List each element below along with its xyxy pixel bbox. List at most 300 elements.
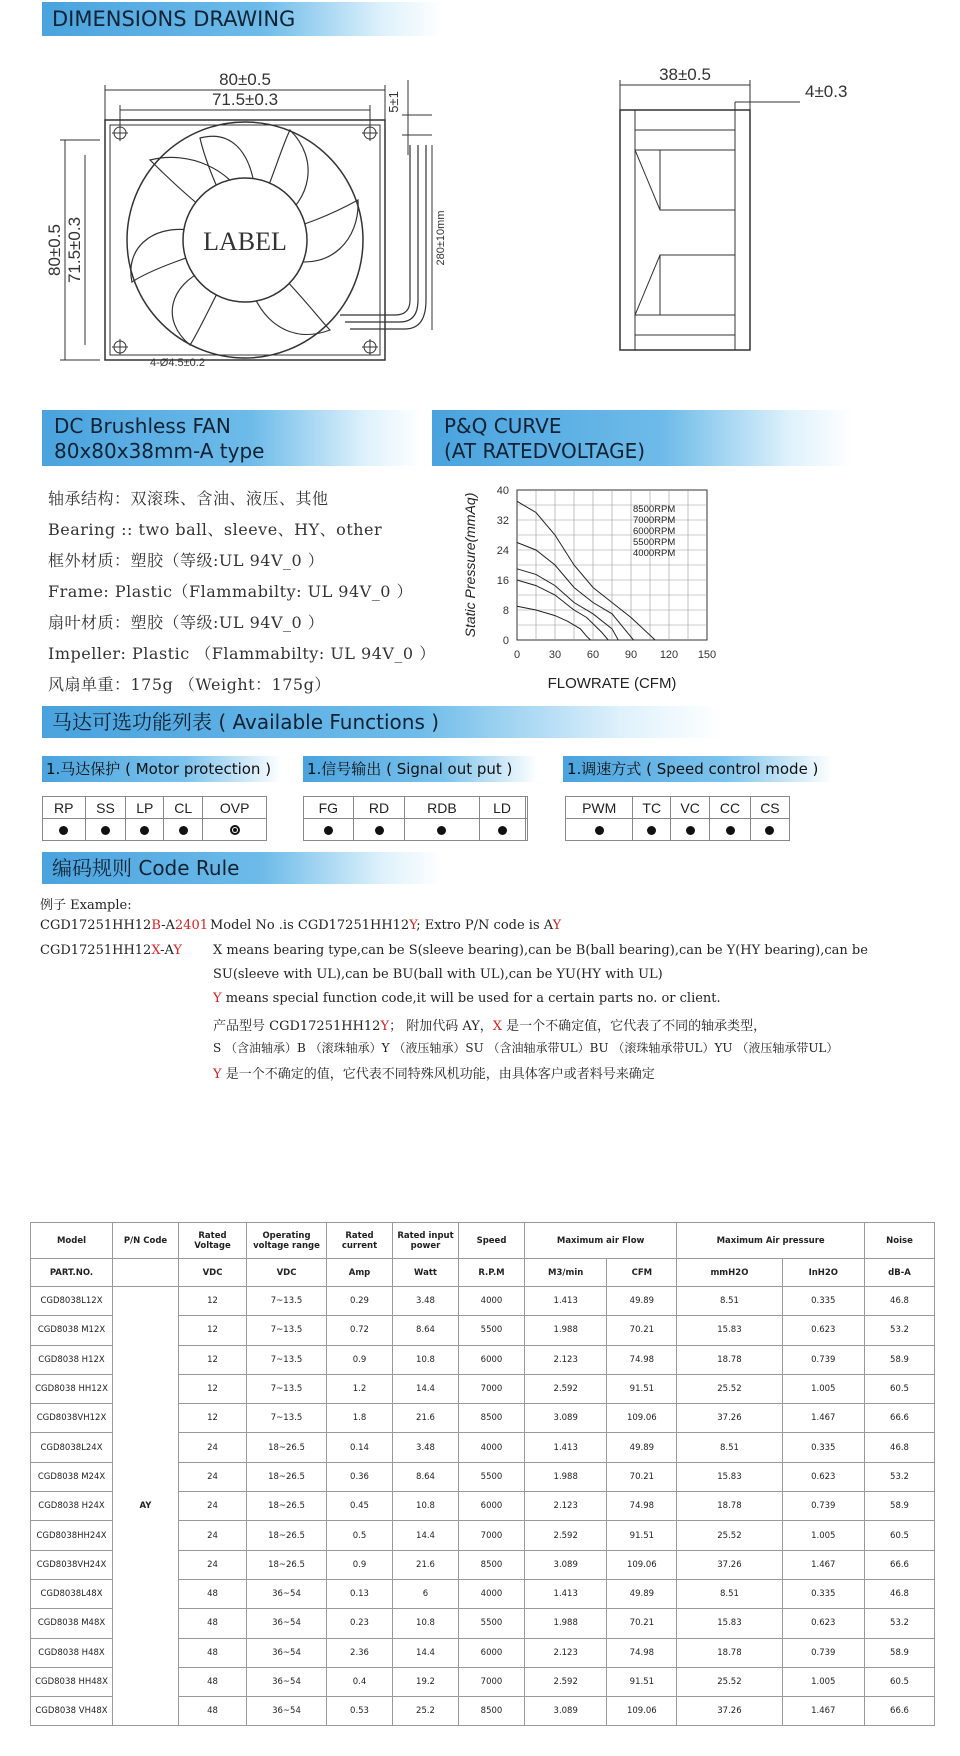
front-view-drawing — [40, 60, 500, 420]
function-code: LP — [126, 797, 164, 819]
cn-line3-b: 是一个不确定的值，它代表不同特殊风机功能，由具体客户或者料号来确定 — [221, 1067, 655, 1082]
table-cell: CGD8038L48X — [31, 1579, 113, 1608]
example-code-c: -A — [161, 918, 175, 933]
filled-dot-icon — [59, 826, 68, 835]
table-cell: 0.29 — [327, 1287, 393, 1316]
table-cell: 0.739 — [782, 1345, 864, 1374]
x-axis-label: FLOWRATE (CFM) — [547, 675, 677, 692]
table-cell: 1.2 — [327, 1374, 393, 1403]
table-cell: CGD8038 H12X — [31, 1345, 113, 1374]
x-tick-label: 150 — [697, 649, 717, 661]
functions-banner — [42, 706, 722, 738]
dim-wire-length: 280±10mm — [435, 210, 447, 266]
table-cell: CGD8038 H48X — [31, 1638, 113, 1667]
unit-cell: VDC — [179, 1259, 247, 1287]
table-cell: CGD8038 HH12X — [31, 1374, 113, 1403]
table-cell: 24 — [179, 1521, 247, 1550]
table-cell: CGD8038VH12X — [31, 1404, 113, 1433]
series-line-4000rpm — [517, 606, 591, 640]
table-cell: 2.592 — [525, 1667, 607, 1696]
table-cell: 109.06 — [607, 1697, 677, 1726]
table-cell: 0.13 — [327, 1579, 393, 1608]
table-cell: 14.4 — [393, 1521, 459, 1550]
table-cell: 24 — [179, 1433, 247, 1462]
unit-cell: Amp — [327, 1259, 393, 1287]
model-text-b: Y — [409, 918, 417, 933]
table-cell: CGD8038L24X — [31, 1433, 113, 1462]
table-cell: 2.592 — [525, 1374, 607, 1403]
y-axis-label: Static Pressure(mmAq) — [462, 492, 478, 638]
table-cell: 91.51 — [607, 1374, 677, 1403]
header-operating-voltage: Operating voltage range — [247, 1223, 327, 1259]
table-cell: 6000 — [459, 1345, 525, 1374]
table-cell: 0.23 — [327, 1609, 393, 1638]
table-cell: 18.78 — [677, 1345, 782, 1374]
header-speed: Speed — [459, 1223, 525, 1259]
table-cell: 74.98 — [607, 1638, 677, 1667]
dim-wire-offset: 5±1 — [386, 91, 401, 113]
table-cell: 12 — [179, 1374, 247, 1403]
y-meaning — [213, 991, 721, 1006]
table-cell: 25.52 — [677, 1374, 782, 1403]
table-cell: 53.2 — [865, 1609, 935, 1638]
table-cell: 91.51 — [607, 1667, 677, 1696]
table-cell: 37.26 — [677, 1550, 782, 1579]
table-cell: 7000 — [459, 1374, 525, 1403]
unit-cell: InH2O — [782, 1259, 864, 1287]
x-meaning-line2: SU(sleeve with UL),can be BU(ball with UL),can be YU(HY with UL) — [213, 967, 663, 982]
signal-output-table — [303, 796, 528, 841]
header-model: Model — [31, 1223, 113, 1259]
table-cell: 3.48 — [393, 1287, 459, 1316]
cn-line1-b: Y — [380, 1019, 390, 1034]
header-pn-code: P/N Code — [113, 1223, 179, 1259]
function-code: RDB — [405, 797, 479, 819]
filled-dot-icon — [595, 826, 604, 835]
table-cell: 1.988 — [525, 1462, 607, 1491]
table-unit-row — [31, 1259, 935, 1287]
table-cell: CGD8038 M12X — [31, 1316, 113, 1345]
table-cell: 19.2 — [393, 1667, 459, 1696]
table-cell: 15.83 — [677, 1316, 782, 1345]
function-code: RP — [43, 797, 86, 819]
spec-line: Impeller: Plastic （Flammabilty: UL 94V_0 ） — [48, 644, 436, 663]
table-cell: 24 — [179, 1550, 247, 1579]
y-meaning-text: means special function code,it will be used for a certain parts no. or client. — [221, 991, 721, 1006]
y-tick-label: 0 — [502, 635, 509, 647]
example-code-b: B — [151, 918, 162, 933]
table-cell: 0.4 — [327, 1667, 393, 1696]
y-tick-label: 24 — [496, 545, 509, 557]
table-cell: 18~26.5 — [247, 1492, 327, 1521]
spec-line: 框外材质：塑胶（等级:UL 94V_0 ） — [48, 551, 325, 570]
function-code: CC — [710, 797, 751, 819]
table-cell: 0.9 — [327, 1550, 393, 1579]
cn-line1-e: 是一个不确定值，它代表了不同的轴承类型， — [502, 1019, 767, 1034]
x-meaning-line1: X means bearing type,can be S(sleeve bearing),can be B(ball bearing),can be Y(HY bearing),can be — [213, 943, 868, 958]
table-cell: 91.51 — [607, 1521, 677, 1550]
table-cell: 12 — [179, 1287, 247, 1316]
dim-height-outer: 80±0.5 — [45, 224, 64, 276]
table-cell: 46.8 — [865, 1433, 935, 1462]
function-code: LD — [479, 797, 525, 819]
table-cell: 18.78 — [677, 1638, 782, 1667]
filled-dot-icon — [726, 826, 735, 835]
table-cell: 37.26 — [677, 1404, 782, 1433]
table-cell: 4000 — [459, 1579, 525, 1608]
legend-label: 4000RPM — [633, 548, 676, 559]
table-cell: 7~13.5 — [247, 1345, 327, 1374]
table-cell: 25.2 — [393, 1697, 459, 1726]
pq-banner — [432, 410, 852, 466]
table-cell: 2.123 — [525, 1638, 607, 1667]
code-rule-title: 编码规则 Code Rule — [52, 856, 240, 880]
table-cell: 18~26.5 — [247, 1433, 327, 1462]
legend-label: 5500RPM — [633, 537, 676, 548]
table-cell: 8.64 — [393, 1462, 459, 1491]
model-text-d: Y — [552, 918, 562, 933]
table-cell: 24 — [179, 1492, 247, 1521]
table-cell: 66.6 — [865, 1550, 935, 1579]
specification-table — [30, 1222, 935, 1726]
speed-control-head — [563, 756, 833, 782]
pattern-d: Y — [173, 943, 182, 958]
cn-line-1 — [213, 1015, 766, 1034]
table-cell: 37.26 — [677, 1697, 782, 1726]
motor-protection-head — [42, 756, 282, 782]
table-cell: 36~54 — [247, 1638, 327, 1667]
table-cell: 109.06 — [607, 1404, 677, 1433]
x-tick-label: 0 — [513, 649, 521, 661]
table-cell: 8500 — [459, 1697, 525, 1726]
pattern-code — [40, 943, 182, 958]
spec-line: Frame: Plastic（Flammabilty: UL 94V_0 ） — [48, 582, 413, 601]
table-cell: CGD8038HH24X — [31, 1521, 113, 1550]
table-cell: 10.8 — [393, 1345, 459, 1374]
table-cell: CGD8038 M48X — [31, 1609, 113, 1638]
table-cell: 49.89 — [607, 1287, 677, 1316]
table-cell: 48 — [179, 1667, 247, 1696]
table-cell: 36~54 — [247, 1697, 327, 1726]
header-rated-power: Rated input power — [393, 1223, 459, 1259]
spec-line: 轴承结构：双滚珠、含油、液压、其他 — [48, 489, 329, 508]
table-cell: 0.335 — [782, 1433, 864, 1462]
table-cell: 8.64 — [393, 1316, 459, 1345]
function-code: PWM — [566, 797, 633, 819]
table-cell: 66.6 — [865, 1697, 935, 1726]
table-cell: 0.623 — [782, 1609, 864, 1638]
table-cell: 1.413 — [525, 1433, 607, 1462]
unit-cell: CFM — [607, 1259, 677, 1287]
table-cell: 48 — [179, 1609, 247, 1638]
dimensions-banner — [42, 2, 442, 36]
function-code: CL — [164, 797, 203, 819]
filled-dot-icon — [375, 826, 384, 835]
table-cell: 1.8 — [327, 1404, 393, 1433]
table-cell: 12 — [179, 1345, 247, 1374]
table-cell: 7~13.5 — [247, 1287, 327, 1316]
table-cell: 0.623 — [782, 1462, 864, 1491]
table-cell: 36~54 — [247, 1609, 327, 1638]
side-view-drawing — [600, 60, 860, 400]
header-max-air-pressure: Maximum Air pressure — [677, 1223, 865, 1259]
spec-line: 风扇单重：175g （Weight：175g） — [48, 675, 331, 694]
table-cell: CGD8038VH24X — [31, 1550, 113, 1579]
table-cell: 0.9 — [327, 1345, 393, 1374]
table-cell: 58.9 — [865, 1638, 935, 1667]
function-code: OVP — [203, 797, 267, 819]
fan-type-line1: DC Brushless FAN — [54, 414, 231, 438]
table-cell: 0.739 — [782, 1492, 864, 1521]
example-code — [40, 918, 208, 933]
table-cell: 5500 — [459, 1462, 525, 1491]
table-cell: 8500 — [459, 1550, 525, 1579]
function-code — [525, 797, 527, 819]
table-cell: 58.9 — [865, 1492, 935, 1521]
spec-line: 扇叶材质：塑胶（等级:UL 94V_0 ） — [48, 613, 325, 632]
signal-output-title: 1.信号输出 ( Signal out put ) — [307, 760, 513, 778]
table-cell: 1.467 — [782, 1697, 864, 1726]
table-cell: CGD8038L12X — [31, 1287, 113, 1316]
table-cell: 0.72 — [327, 1316, 393, 1345]
table-cell: CGD8038 HH48X — [31, 1667, 113, 1696]
motor-protection-table — [42, 796, 267, 841]
spec-line: Bearing :: two ball、sleeve、HY、other — [48, 520, 383, 539]
table-row — [31, 1287, 935, 1316]
table-cell: 36~54 — [247, 1579, 327, 1608]
table-cell: 0.623 — [782, 1316, 864, 1345]
y-tick-label: 32 — [496, 515, 509, 527]
table-cell: 48 — [179, 1697, 247, 1726]
table-cell: 2.123 — [525, 1492, 607, 1521]
pattern-a: CGD17251HH12 — [40, 943, 152, 958]
table-cell: 70.21 — [607, 1462, 677, 1491]
unit-cell — [113, 1259, 179, 1287]
table-cell: 60.5 — [865, 1667, 935, 1696]
motor-protection-title: 1.马达保护 ( Motor protection ) — [46, 760, 272, 778]
table-cell: 2.36 — [327, 1638, 393, 1667]
table-cell: CGD8038 H24X — [31, 1492, 113, 1521]
table-cell: 14.4 — [393, 1638, 459, 1667]
x-tick-label: 120 — [659, 649, 679, 661]
function-code: TC — [633, 797, 671, 819]
table-cell: 24 — [179, 1462, 247, 1491]
table-cell: 1.005 — [782, 1374, 864, 1403]
table-cell: 8.51 — [677, 1579, 782, 1608]
table-cell: 70.21 — [607, 1316, 677, 1345]
dimensions-title: DIMENSIONS DRAWING — [52, 7, 296, 31]
legend-label: 7000RPM — [633, 515, 676, 526]
cn-line-3 — [213, 1063, 655, 1082]
example-code-d: 2401 — [174, 918, 208, 933]
table-cell: 66.6 — [865, 1404, 935, 1433]
table-cell: 6 — [393, 1579, 459, 1608]
table-cell: 74.98 — [607, 1492, 677, 1521]
table-cell: 7000 — [459, 1667, 525, 1696]
filled-dot-icon — [686, 826, 695, 835]
table-cell: 0.5 — [327, 1521, 393, 1550]
model-text-c: ; Extro P/N code is A — [416, 918, 553, 933]
cn-line-2: S （含油轴承）B （滚珠轴承）Y （液压轴承）SU （含油轴承带UL）BU （滚珠轴承带UL）YU （液压轴承带UL） — [213, 1041, 839, 1055]
model-text-a: Model No .is CGD17251HH12 — [210, 918, 410, 933]
filled-dot-icon — [101, 826, 110, 835]
filled-dot-icon — [498, 826, 507, 835]
table-cell: 1.988 — [525, 1609, 607, 1638]
table-cell: 7~13.5 — [247, 1404, 327, 1433]
filled-dot-icon — [140, 826, 149, 835]
ring-dot-icon — [230, 825, 240, 835]
legend-label: 6000RPM — [633, 526, 676, 537]
table-cell: 15.83 — [677, 1462, 782, 1491]
table-cell: 18.78 — [677, 1492, 782, 1521]
unit-cell: VDC — [247, 1259, 327, 1287]
header-rated-current: Rated current — [327, 1223, 393, 1259]
table-cell: 49.89 — [607, 1433, 677, 1462]
unit-cell: M3/min — [525, 1259, 607, 1287]
table-cell: 4000 — [459, 1287, 525, 1316]
table-cell: 14.4 — [393, 1374, 459, 1403]
y-tick-label: 8 — [502, 605, 509, 617]
function-code: VC — [671, 797, 710, 819]
cn-line1-d: X — [492, 1019, 503, 1034]
table-cell: 10.8 — [393, 1609, 459, 1638]
x-tick-label: 60 — [586, 649, 600, 661]
filled-dot-icon — [437, 826, 446, 835]
dim-holes: 4-Ø4.5±0.2 — [150, 357, 205, 369]
table-cell: 8.51 — [677, 1287, 782, 1316]
table-cell: 3.089 — [525, 1550, 607, 1579]
example-code-a: CGD17251HH12 — [40, 918, 152, 933]
table-header-row — [31, 1223, 935, 1259]
table-cell: 25.52 — [677, 1521, 782, 1550]
function-code: RD — [353, 797, 405, 819]
speed-control-table — [565, 796, 790, 841]
table-cell: 48 — [179, 1579, 247, 1608]
table-cell: 21.6 — [393, 1404, 459, 1433]
legend-label: 8500RPM — [633, 504, 676, 515]
table-cell: 2.123 — [525, 1345, 607, 1374]
model-text — [210, 918, 561, 933]
unit-cell: PART.NO. — [31, 1259, 113, 1287]
table-cell: 7~13.5 — [247, 1316, 327, 1345]
table-cell: 1.467 — [782, 1404, 864, 1433]
dim-side-depth: 38±0.5 — [659, 65, 711, 84]
pn-code-cell: AY — [113, 1287, 179, 1726]
table-cell: 58.9 — [865, 1345, 935, 1374]
table-cell: 3.089 — [525, 1404, 607, 1433]
cn-line1-c: ； 附加代码 AY， — [389, 1019, 493, 1034]
table-cell: 53.2 — [865, 1316, 935, 1345]
table-cell: 3.48 — [393, 1433, 459, 1462]
fan-type-line2: 80x80x38mm-A type — [54, 439, 265, 463]
pattern-c: -A — [160, 943, 174, 958]
table-cell: 7000 — [459, 1521, 525, 1550]
pq-line2: (AT RATEDVOLTAGE) — [444, 439, 646, 463]
x-tick-label: 90 — [624, 649, 638, 661]
code-rule-banner — [42, 852, 442, 884]
filled-dot-icon — [765, 826, 774, 835]
signal-output-head — [303, 756, 538, 782]
function-code: FG — [304, 797, 354, 819]
table-cell: 46.8 — [865, 1579, 935, 1608]
filled-dot-icon — [179, 826, 188, 835]
table-cell: 60.5 — [865, 1374, 935, 1403]
table-cell: 0.45 — [327, 1492, 393, 1521]
dim-width-outer: 80±0.5 — [219, 70, 271, 89]
table-cell: CGD8038 M24X — [31, 1462, 113, 1491]
table-cell: 2.592 — [525, 1521, 607, 1550]
table-cell: 0.335 — [782, 1579, 864, 1608]
table-cell: 0.53 — [327, 1697, 393, 1726]
header-max-air-flow: Maximum air Flow — [525, 1223, 677, 1259]
table-cell: 1.005 — [782, 1521, 864, 1550]
table-cell: 10.8 — [393, 1492, 459, 1521]
table-cell: 70.21 — [607, 1609, 677, 1638]
pq-line1: P&Q CURVE — [444, 414, 562, 438]
table-cell: 12 — [179, 1404, 247, 1433]
fan-type-banner — [42, 410, 422, 466]
table-cell: 18~26.5 — [247, 1462, 327, 1491]
table-cell: 49.89 — [607, 1579, 677, 1608]
table-cell: 36~54 — [247, 1667, 327, 1696]
table-cell: 8500 — [459, 1404, 525, 1433]
table-cell: 60.5 — [865, 1521, 935, 1550]
filled-dot-icon — [324, 826, 333, 835]
y-tick-label: 16 — [496, 575, 509, 587]
table-cell: 0.335 — [782, 1287, 864, 1316]
table-cell: 0.36 — [327, 1462, 393, 1491]
table-cell: 4000 — [459, 1433, 525, 1462]
unit-cell: mmH2O — [677, 1259, 782, 1287]
table-cell: 15.83 — [677, 1609, 782, 1638]
table-cell: 7~13.5 — [247, 1374, 327, 1403]
table-cell: 5500 — [459, 1316, 525, 1345]
unit-cell: R.P.M — [459, 1259, 525, 1287]
table-cell: 18~26.5 — [247, 1550, 327, 1579]
table-cell: 109.06 — [607, 1550, 677, 1579]
y-tick-label: 40 — [496, 485, 509, 497]
functions-title: 马达可选功能列表 ( Available Functions ) — [52, 710, 440, 734]
example-label: 例子 Example: — [40, 898, 132, 913]
function-code: CS — [750, 797, 789, 819]
table-cell: 0.739 — [782, 1638, 864, 1667]
unit-cell: dB-A — [865, 1259, 935, 1287]
table-cell: 21.6 — [393, 1550, 459, 1579]
table-cell: 6000 — [459, 1638, 525, 1667]
table-cell: 1.413 — [525, 1287, 607, 1316]
cn-line1-a: 产品型号 CGD17251HH12 — [213, 1019, 381, 1034]
speed-control-title: 1.调速方式 ( Speed control mode ) — [567, 760, 819, 778]
pattern-b: X — [151, 943, 161, 958]
filled-dot-icon — [647, 826, 656, 835]
table-cell: 5500 — [459, 1609, 525, 1638]
table-cell: 8.51 — [677, 1433, 782, 1462]
table-cell: CGD8038 VH48X — [31, 1697, 113, 1726]
fan-label-text: LABEL — [203, 227, 287, 256]
header-noise: Noise — [865, 1223, 935, 1259]
table-cell: 1.005 — [782, 1667, 864, 1696]
cn-line3-a: Y — [213, 1067, 222, 1082]
table-cell: 48 — [179, 1638, 247, 1667]
table-cell: 46.8 — [865, 1287, 935, 1316]
table-cell: 1.467 — [782, 1550, 864, 1579]
dim-height-inner: 71.5±0.3 — [65, 216, 84, 284]
header-rated-voltage: Rated Voltage — [179, 1223, 247, 1259]
function-code: SS — [85, 797, 126, 819]
unit-cell: Watt — [393, 1259, 459, 1287]
table-cell: 1.988 — [525, 1316, 607, 1345]
table-cell: 18~26.5 — [247, 1521, 327, 1550]
